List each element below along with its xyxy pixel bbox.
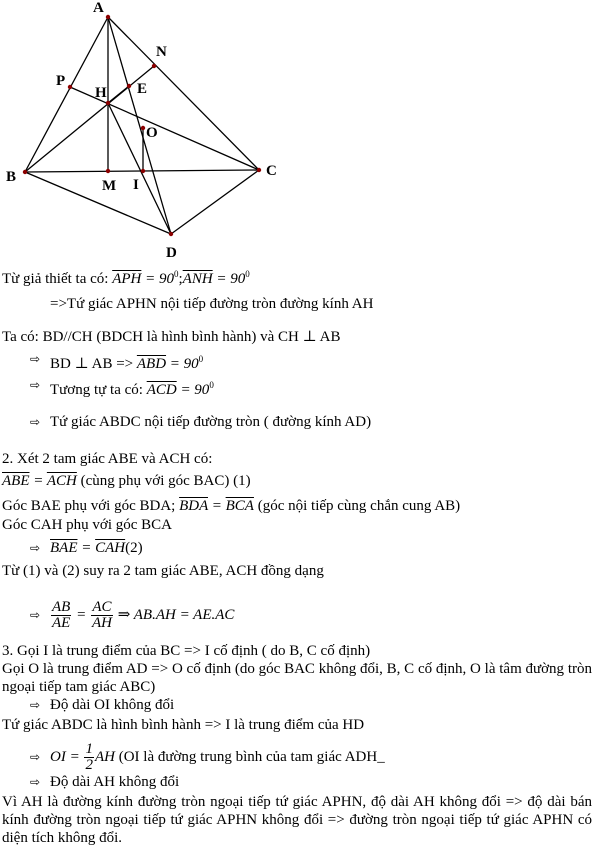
angle-CAH: $\overline{CAH}$ <box>95 540 126 556</box>
similar-line: Từ (1) và (2) suy ra 2 tam giác ABE, ACH đồng dạng <box>2 563 324 579</box>
bae-cah-line: $\overline{BAE} = \overline{CAH}(2)$ <box>50 540 143 556</box>
arrow-icon: ⇨ <box>30 352 41 366</box>
conclusion-aphn: =>Tứ giác APHN nội tiếp đường tròn đường kính AH <box>50 296 374 312</box>
oi-line: OI = $\frac{1}{2}$ AH (OI là đường trung bình của tam giác ADH_ <box>50 741 385 774</box>
arrow-icon: ⇨ <box>30 541 41 555</box>
cah-line: Góc CAH phụ với góc BCA <box>2 517 173 533</box>
arrow-icon: ⇨ <box>30 775 41 789</box>
arrow-icon: ⇨ <box>30 750 41 764</box>
arrow-icon: ⇨ <box>30 608 41 622</box>
angle-ACH: $\overline{ACH}$ <box>46 473 77 489</box>
bae-line: Góc BAE phụ với góc BDA; $\overline{BDA} = \overline{BCA}$ (góc nội tiếp cùng chắn cung AB) <box>2 498 461 514</box>
part3-p1: 3. Gọi I là trung điểm của BC => I cố định ( do B, C cố định) <box>2 643 371 659</box>
acd-line: Tương tự ta có: $\overline{ACD} = 90^0$ <box>50 380 214 398</box>
geometry-figure <box>0 0 300 262</box>
part3-p7: Vì AH là đường kính đường tròn ngoại tiếp tứ giác APHN, độ dài AH không đổi => độ dài bán kính đường tròn ngoại tiếp tứ giác APHN không đổi => đường tròn ngoại tiếp tứ giác APHN có diện tích không đổi. <box>2 794 592 846</box>
angle-ACD: $\overline{ACD}$ <box>146 382 177 398</box>
label-H: H <box>95 85 107 101</box>
angle-ABD: $\overline{ABD}$ <box>136 356 167 372</box>
angle-BDA: $\overline{BDA}$ <box>179 498 208 514</box>
label-E: E <box>137 81 148 97</box>
given-line: Từ giả thiết ta có: $\overline{APH}$ = $90^0;\overline{ANH} = 90^0$ <box>2 269 250 287</box>
angle-APH: $\overline{APH}$ <box>112 271 142 287</box>
label-M: M <box>102 178 117 194</box>
label-O: O <box>146 125 158 141</box>
arrow-icon: ⇨ <box>30 378 41 392</box>
part3-p6: Độ dài AH không đổi <box>50 774 180 790</box>
fraction-ac-ah: $\frac{AC}{AH}$ <box>91 599 112 632</box>
label-B: B <box>6 169 17 185</box>
label-N: N <box>156 44 167 60</box>
part3-p2: Gọi O là trung điểm AD => O cố định (do góc BAC không đổi, B, C cố định, O là tâm đường tròn ngoại tiếp tam giác ABC) <box>2 661 592 695</box>
angle-ABE: $\overline{ABE}$ <box>2 473 30 489</box>
arrow-icon: ⇨ <box>30 698 41 712</box>
label-P: P <box>56 73 66 89</box>
fraction-half: $\frac{1}{2}$ <box>85 741 93 774</box>
part3-p4: Tứ giác ABDC là hình bình hành => I là trung điểm của HD <box>2 717 365 733</box>
ta-co-line: Ta có: BD//CH (BDCH là hình bình hành) và CH ⊥ AB <box>2 329 341 345</box>
angle-ANH: $\overline{ANH}$ <box>182 271 213 287</box>
fraction-ab-ae: $\frac{AB}{AE}$ <box>52 599 71 632</box>
ratio-line: $\frac{AB}{AE}$ = $\frac{AC}{AH}$ ⇒ AB.AH = AE.AC <box>52 599 235 632</box>
label-D: D <box>166 245 177 261</box>
label-C: C <box>266 163 277 179</box>
arrow-icon: ⇨ <box>30 415 41 429</box>
bd-perp-line: BD ⊥ AB => $\overline{ABD} = 90^0$ <box>50 354 204 372</box>
label-A: A <box>93 0 104 16</box>
part2-heading: 2. Xét 2 tam giác ABE và ACH có: <box>2 451 213 467</box>
part3-p3: Độ dài OI không đổi <box>50 697 175 713</box>
angle-BCA: $\overline{BCA}$ <box>225 498 254 514</box>
abdc-line: Tứ giác ABDC nội tiếp đường tròn ( đường kính AD) <box>50 414 372 430</box>
angle-BAE: $\overline{BAE}$ <box>50 540 78 556</box>
label-I: I <box>133 177 139 193</box>
abe-ach-line: $\overline{ABE} = \overline{ACH}$ (cùng phụ với góc BAC) (1) <box>2 473 251 489</box>
